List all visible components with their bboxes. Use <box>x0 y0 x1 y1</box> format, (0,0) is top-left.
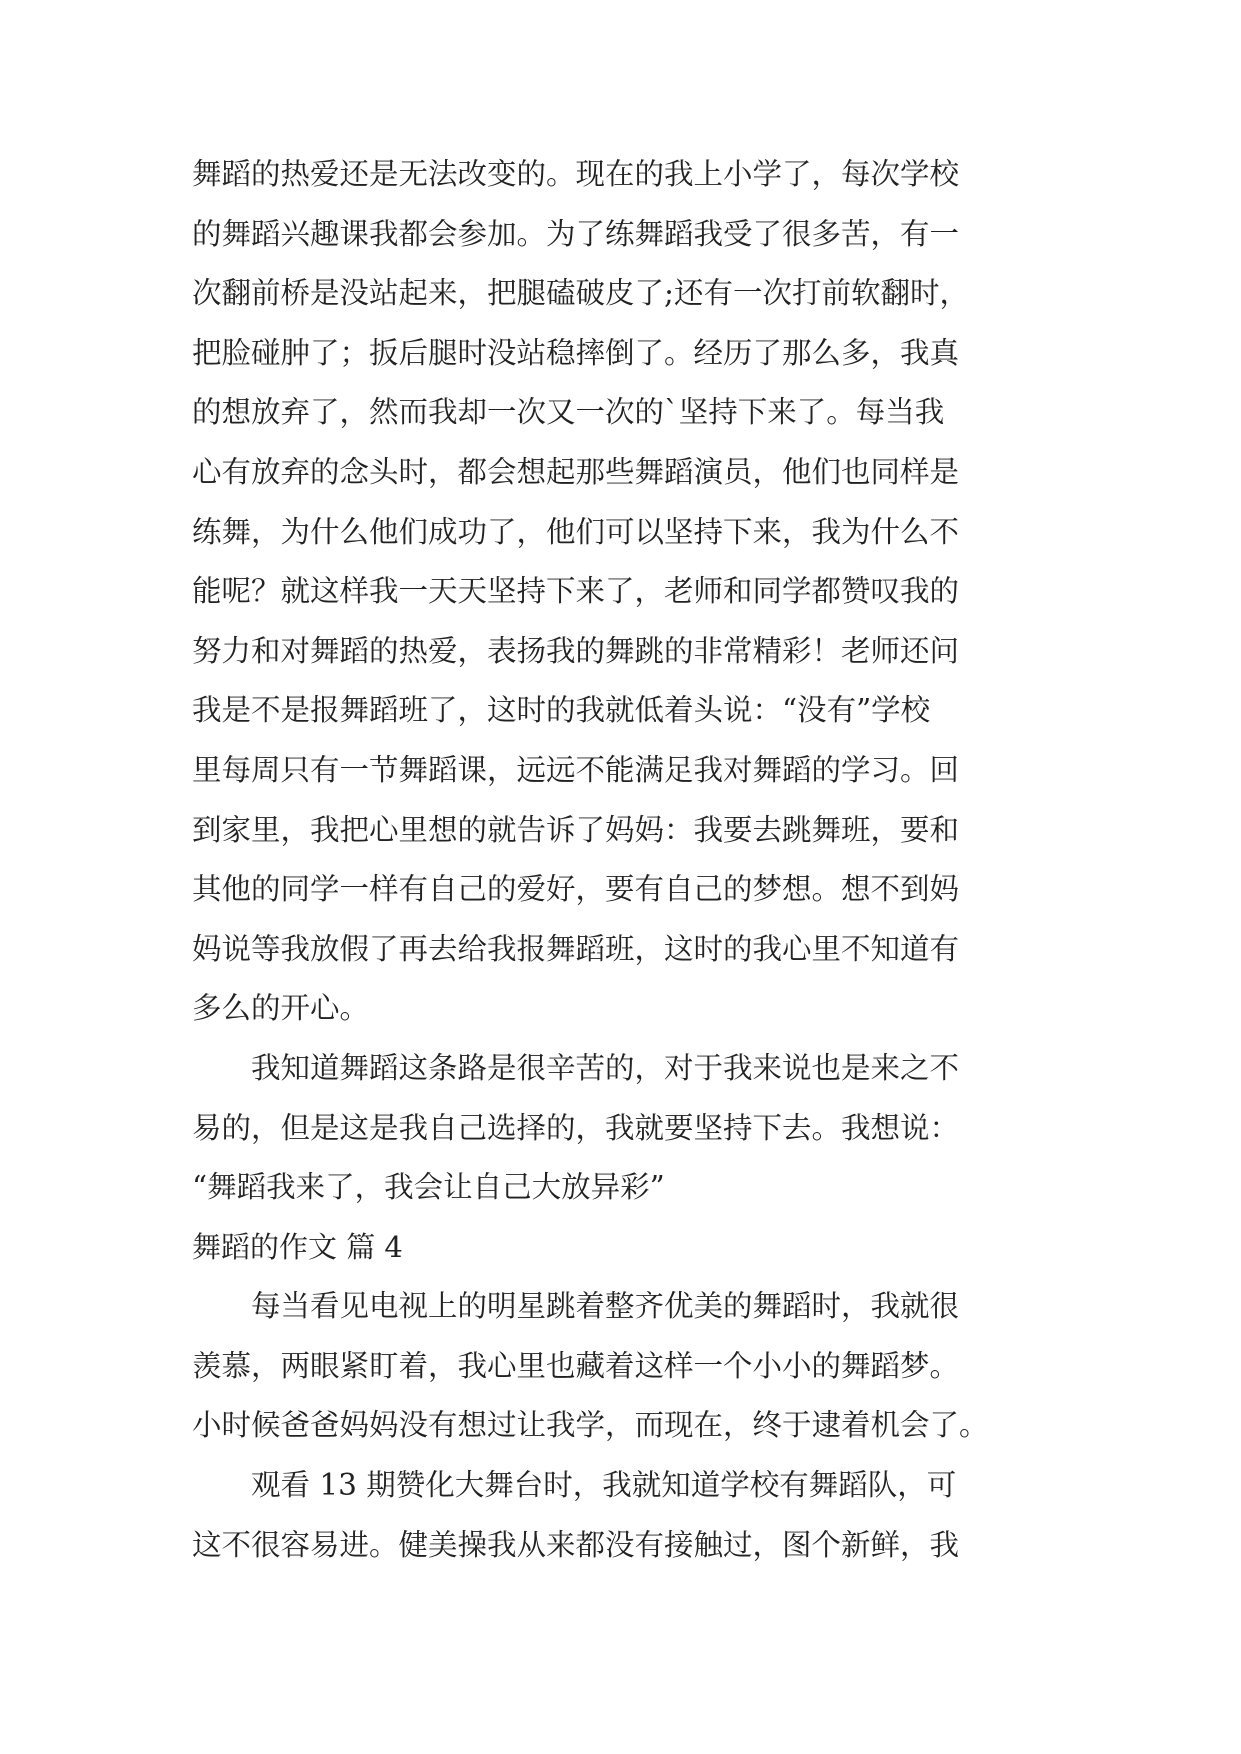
text-line: 其他的同学一样有自己的爱好，要有自己的梦想。想不到妈 <box>192 872 960 907</box>
section-heading: 舞蹈的作文 篇 4 <box>192 1229 403 1264</box>
text-line: 小时候爸爸妈妈没有想过让我学，而现在，终于逮着机会了。 <box>192 1408 989 1443</box>
text-line: 次翻前桥是没站起来，把腿磕破皮了;还有一次打前软翻时， <box>192 276 969 311</box>
text-line: 的想放弃了，然而我却一次又一次的`坚持下来了。每当我 <box>192 395 945 430</box>
text-line: 我是不是报舞蹈班了，这时的我就低着头说：“没有”学校 <box>192 693 931 728</box>
document-body <box>192 145 1052 1575</box>
text-line: 到家里，我把心里想的就告诉了妈妈：我要去跳舞班，要和 <box>192 812 960 847</box>
text-line: 练舞，为什么他们成功了，他们可以坚持下来，我为什么不 <box>192 514 960 549</box>
text-line: 能呢？就这样我一天天坚持下来了，老师和同学都赞叹我的 <box>192 574 960 609</box>
text-line: 观看 13 期赞化大舞台时，我就知道学校有舞蹈队，可 <box>192 1468 957 1503</box>
text-line: 的舞蹈兴趣课我都会参加。为了练舞蹈我受了很多苦，有一 <box>192 216 960 251</box>
text-line: 多么的开心。 <box>192 991 370 1026</box>
text-line: “舞蹈我来了，我会让自己大放异彩” <box>192 1170 665 1205</box>
text-line: 妈说等我放假了再去给我报舞蹈班，这时的我心里不知道有 <box>192 931 960 966</box>
text-line: 每当看见电视上的明星跳着整齐优美的舞蹈时，我就很 <box>192 1289 960 1324</box>
text-line: 心有放弃的念头时，都会想起那些舞蹈演员，他们也同样是 <box>192 454 960 489</box>
text-line: 里每周只有一节舞蹈课，远远不能满足我对舞蹈的学习。回 <box>192 752 960 787</box>
text-line: 羡慕，两眼紧盯着，我心里也藏着这样一个小小的舞蹈梦。 <box>192 1348 960 1383</box>
text-line: 把脸碰肿了；扳后腿时没站稳摔倒了。经历了那么多，我真 <box>192 335 960 370</box>
text-line: 舞蹈的热爱还是无法改变的。现在的我上小学了，每次学校 <box>192 157 960 191</box>
text-line: 易的，但是这是我自己选择的，我就要坚持下去。我想说： <box>192 1110 960 1145</box>
text-line: 努力和对舞蹈的热爱，表扬我的舞跳的非常精彩！老师还问 <box>192 633 960 668</box>
text-line: 这不很容易进。健美操我从来都没有接触过，图个新鲜，我 <box>192 1527 960 1562</box>
text-line: 我知道舞蹈这条路是很辛苦的，对于我来说也是来之不 <box>192 1050 960 1085</box>
